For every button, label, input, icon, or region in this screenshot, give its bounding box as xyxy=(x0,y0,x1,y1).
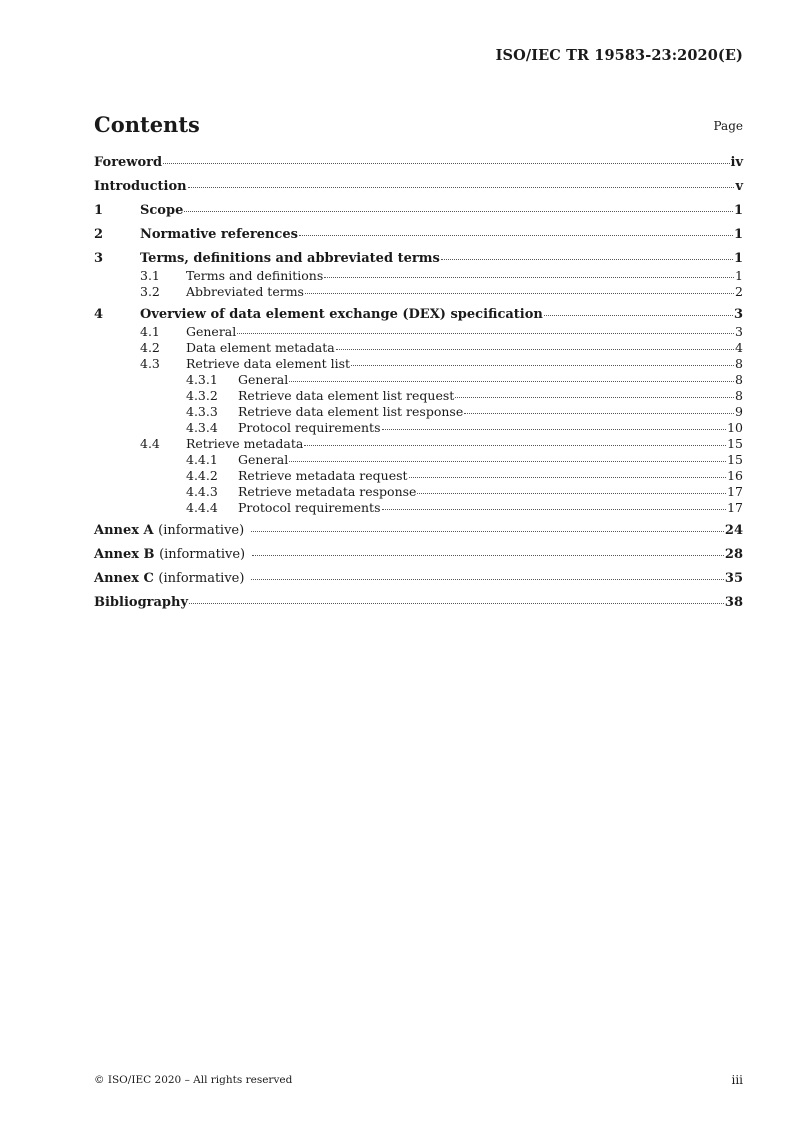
dot-leader xyxy=(544,315,733,316)
toc-entry-section-1[interactable] xyxy=(94,203,743,220)
toc-title: Retrieve metadata response xyxy=(238,484,417,499)
dot-leader xyxy=(351,365,734,366)
toc-number: 3.1 xyxy=(140,268,160,283)
toc-title: Scope xyxy=(140,203,184,218)
toc-number: 4.4.4 xyxy=(186,500,218,515)
dot-leader xyxy=(324,277,734,278)
dot-leader xyxy=(251,531,724,532)
toc-page: 35 xyxy=(724,571,743,586)
toc-entry-section-4[interactable] xyxy=(94,307,743,324)
toc-number: 2 xyxy=(94,227,104,242)
toc-entry-3-1[interactable] xyxy=(94,268,743,284)
dot-leader xyxy=(252,555,724,556)
toc-entry-introduction[interactable] xyxy=(94,179,743,196)
toc-title: Bibliography xyxy=(94,595,189,610)
dot-leader xyxy=(184,211,733,212)
toc-title: Annex C xyxy=(94,571,154,586)
toc-entry-4-4[interactable] xyxy=(94,436,743,452)
toc-page: 8 xyxy=(735,356,743,371)
dot-leader xyxy=(289,381,734,382)
toc-number: 4.4.2 xyxy=(186,468,218,483)
toc-page: 3 xyxy=(735,324,743,339)
toc-entry-4-1[interactable] xyxy=(94,324,743,340)
dot-leader xyxy=(409,477,727,478)
toc-title: Overview of data element exchange (DEX) specification xyxy=(140,307,543,322)
table-of-contents xyxy=(94,155,743,612)
toc-entry-4-2[interactable] xyxy=(94,340,743,356)
annex-type: (informative) xyxy=(158,571,245,586)
dot-leader xyxy=(188,187,735,188)
toc-number: 4.3.3 xyxy=(186,404,218,419)
toc-page: 17 xyxy=(727,484,743,499)
toc-entry-4-4-3[interactable] xyxy=(94,484,743,500)
dot-leader xyxy=(289,461,726,462)
toc-number: 3.2 xyxy=(140,284,160,299)
dot-leader xyxy=(299,235,733,236)
toc-title: Protocol requirements xyxy=(238,420,381,435)
toc-page: 1 xyxy=(733,203,743,218)
dot-leader xyxy=(237,333,734,334)
document-id: ISO/IEC TR 19583-23:2020(E) xyxy=(495,47,743,64)
toc-page: 28 xyxy=(724,547,743,562)
annex-type: (informative) xyxy=(159,547,246,562)
toc-title: Foreword xyxy=(94,155,163,170)
toc-entry-4-3-4[interactable] xyxy=(94,420,743,436)
toc-page: iv xyxy=(730,155,743,170)
toc-title: General xyxy=(238,372,289,387)
toc-title: Terms, definitions and abbreviated terms xyxy=(140,251,440,266)
toc-number: 4.3.4 xyxy=(186,420,218,435)
toc-title: Retrieve data element list request xyxy=(238,388,455,403)
annex-type: (informative) xyxy=(158,523,245,538)
dot-leader xyxy=(304,445,726,446)
toc-title: Annex A xyxy=(94,523,154,538)
toc-title: Retrieve metadata request xyxy=(238,468,408,483)
toc-entry-3-2[interactable] xyxy=(94,284,743,300)
toc-number: 4.3 xyxy=(140,356,160,371)
toc-number: 3 xyxy=(94,251,104,266)
toc-title: General xyxy=(238,452,289,467)
dot-leader xyxy=(455,397,734,398)
toc-number: 4.3.1 xyxy=(186,372,218,387)
toc-page: 8 xyxy=(735,372,743,387)
toc-page: 38 xyxy=(724,595,743,610)
toc-title: Normative references xyxy=(140,227,298,242)
dot-leader xyxy=(464,413,734,414)
toc-entry-bibliography[interactable] xyxy=(94,595,743,612)
dot-leader xyxy=(382,509,727,510)
toc-page: 15 xyxy=(727,436,743,451)
toc-title: Introduction xyxy=(94,179,187,194)
toc-entry-4-3[interactable] xyxy=(94,356,743,372)
toc-page: 1 xyxy=(735,268,743,283)
toc-entry-section-3[interactable] xyxy=(94,251,743,268)
toc-entry-foreword[interactable] xyxy=(94,155,743,172)
toc-entry-annex-c[interactable] xyxy=(94,571,743,588)
toc-page: 2 xyxy=(735,284,743,299)
dot-leader xyxy=(189,603,724,604)
toc-entry-4-3-2[interactable] xyxy=(94,388,743,404)
toc-title: Data element metadata xyxy=(186,340,335,355)
dot-leader xyxy=(251,579,723,580)
toc-title: Protocol requirements xyxy=(238,500,381,515)
dot-leader xyxy=(441,259,733,260)
dot-leader xyxy=(305,293,734,294)
toc-entry-4-4-1[interactable] xyxy=(94,452,743,468)
toc-page: 4 xyxy=(735,340,743,355)
contents-heading: Contents xyxy=(94,112,200,137)
toc-page: 16 xyxy=(727,468,743,483)
dot-leader xyxy=(417,493,726,494)
page-column-label: Page xyxy=(713,119,743,133)
page-number: iii xyxy=(731,1073,743,1087)
toc-page: 10 xyxy=(727,420,743,435)
toc-number: 4.3.2 xyxy=(186,388,218,403)
toc-entry-annex-a[interactable] xyxy=(94,523,743,540)
toc-page: 24 xyxy=(724,523,743,538)
dot-leader xyxy=(336,349,734,350)
toc-page: 9 xyxy=(735,404,743,419)
toc-entry-4-3-1[interactable] xyxy=(94,372,743,388)
toc-title: Annex B xyxy=(94,547,155,562)
toc-entry-4-4-4[interactable] xyxy=(94,500,743,516)
toc-entry-4-3-3[interactable] xyxy=(94,404,743,420)
toc-number: 4.1 xyxy=(140,324,160,339)
toc-entry-annex-b[interactable] xyxy=(94,547,743,564)
toc-page: v xyxy=(735,179,743,194)
toc-page: 1 xyxy=(733,251,743,266)
toc-number: 4.4.3 xyxy=(186,484,218,499)
toc-entry-section-2[interactable] xyxy=(94,227,743,244)
toc-title: Abbreviated terms xyxy=(186,284,304,299)
toc-number: 4.4 xyxy=(140,436,160,451)
toc-title: Terms and definitions xyxy=(186,268,324,283)
toc-entry-4-4-2[interactable] xyxy=(94,468,743,484)
toc-number: 4 xyxy=(94,307,104,322)
toc-page: 8 xyxy=(735,388,743,403)
toc-number: 4.4.1 xyxy=(186,452,218,467)
toc-title: General xyxy=(186,324,237,339)
toc-title: Retrieve metadata xyxy=(186,436,304,451)
copyright-notice: © ISO/IEC 2020 – All rights reserved xyxy=(94,1074,293,1086)
toc-title: Retrieve data element list response xyxy=(238,404,464,419)
dot-leader xyxy=(382,429,727,430)
toc-page: 15 xyxy=(727,452,743,467)
toc-title: Retrieve data element list xyxy=(186,356,351,371)
toc-page: 17 xyxy=(727,500,743,515)
toc-number: 1 xyxy=(94,203,104,218)
toc-page: 1 xyxy=(733,227,743,242)
dot-leader xyxy=(163,163,729,164)
toc-page: 3 xyxy=(733,307,743,322)
toc-number: 4.2 xyxy=(140,340,160,355)
